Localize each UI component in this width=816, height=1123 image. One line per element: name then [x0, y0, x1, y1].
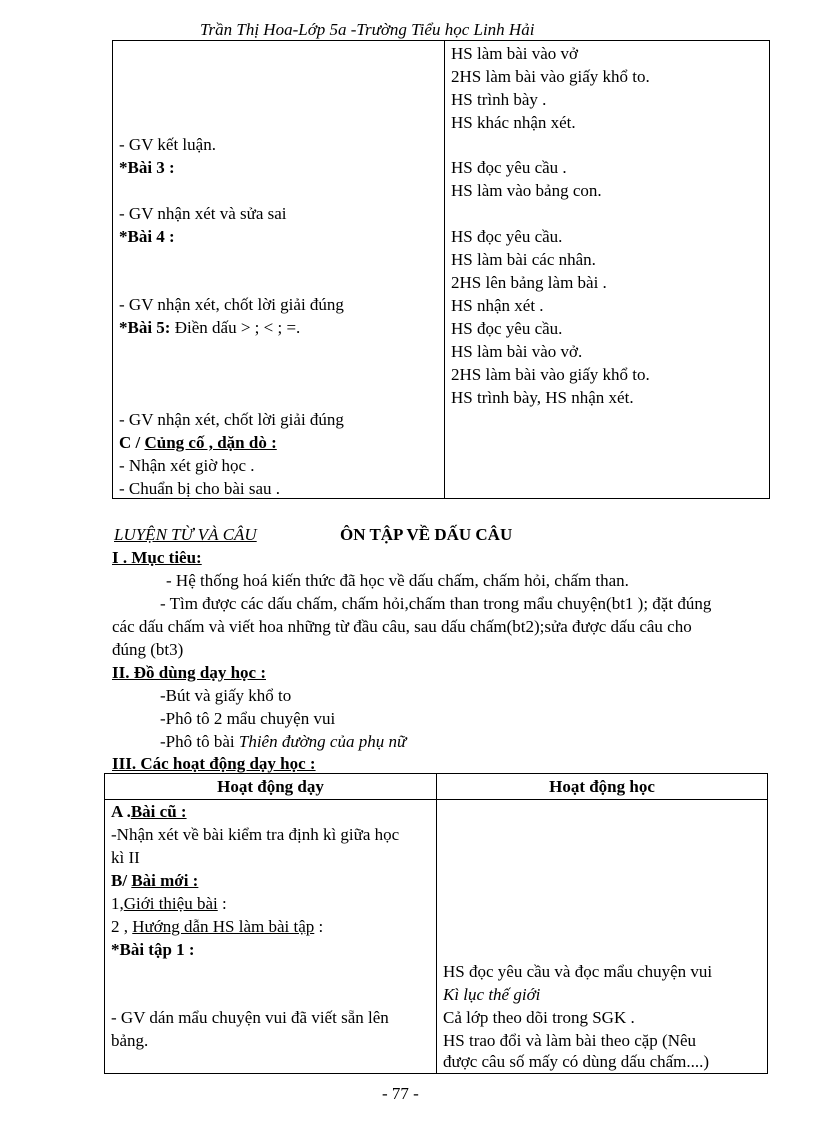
- material-item: -Bút và giấy khổ to: [160, 686, 292, 705]
- table-cell-text: HS đọc yêu cầu.: [451, 227, 563, 246]
- material-item: [160, 731, 406, 753]
- table-cell-text: - Chuẩn bị cho bài sau .: [119, 479, 280, 498]
- table-cell-text: HS đọc yêu cầu .: [451, 158, 567, 177]
- table-cell-text: - Nhận xét giờ học .: [119, 456, 255, 475]
- table-cell-text: được câu số mấy có dùng dấu chấm....): [443, 1052, 710, 1071]
- table-cell-text: kì II: [111, 848, 140, 867]
- guide-prefix: 2 ,: [111, 917, 133, 936]
- section-a-title: Bài cũ :: [130, 802, 187, 821]
- table-cell-text: HS trao đổi và làm bài theo cặp (Nêu: [443, 1031, 697, 1050]
- table-cell-text: HS làm bài vào vở.: [451, 342, 583, 361]
- table-cell-text: HS trình bày .: [451, 90, 547, 109]
- section-a-heading: [111, 801, 187, 823]
- section-c-heading: [119, 432, 277, 454]
- exercise-3-label: *Bài 3 :: [119, 158, 175, 177]
- table-cell-text: HS làm bài các nhân.: [451, 250, 596, 269]
- exercise-5-line: [119, 317, 300, 339]
- table-cell-text: 2HS làm bài vào giấy khổ to.: [451, 67, 650, 86]
- guide-title: Hướng dẫn HS làm bài tập: [132, 917, 315, 936]
- exercise-5-text: Điền dấu > ; < ; =.: [170, 318, 301, 337]
- table-cell-text: HS nhận xét .: [451, 296, 544, 315]
- column-header-learning: Hoạt động học: [549, 777, 655, 796]
- column-divider: [444, 41, 445, 498]
- guide-line: [111, 916, 323, 938]
- table-cell-text: HS làm bài vào vở: [451, 44, 579, 63]
- table-cell-text: HS trình bày, HS nhận xét.: [451, 388, 634, 407]
- objective-text: - Tìm được các dấu chấm, chấm hỏi,chấm than trong mẩu chuyện(bt1 ); đặt đúng: [160, 594, 712, 613]
- table-cell-text: bảng.: [111, 1031, 149, 1050]
- material-prefix: -Phô tô bài: [160, 732, 239, 751]
- table-cell-text: - GV nhận xét và sửa sai: [119, 204, 287, 223]
- objective-text: đúng (bt3): [112, 640, 184, 659]
- intro-title: Giới thiệu bài: [123, 894, 218, 913]
- table-cell-text: HS làm vào bảng con.: [451, 181, 602, 200]
- column-divider: [436, 774, 437, 1073]
- table-cell-text: - GV nhận xét, chốt lời giải đúng: [119, 295, 344, 314]
- section-a-prefix: A .: [111, 802, 131, 821]
- objective-text: - Hệ thống hoá kiến thức đã học về dấu chấm, chấm hỏi, chấm than.: [166, 571, 629, 590]
- objective-text: các dấu chấm và viết hoa những từ đầu câu, sau dấu chấm(bt2);sửa được dấu câu cho: [112, 617, 692, 636]
- materials-heading: II. Đồ dùng dạy học :: [112, 663, 266, 682]
- objectives-heading: I . Mục tiêu:: [112, 548, 202, 567]
- exercise-5-label: *Bài 5:: [119, 318, 171, 337]
- table-cell-text: - GV dán mẩu chuyện vui đã viết sẵn lên: [111, 1008, 389, 1027]
- material-item: -Phô tô 2 mẩu chuyện vui: [160, 709, 336, 728]
- activities-heading: III. Các hoạt động dạy học :: [112, 754, 316, 773]
- table-cell-text: -Nhận xét về bài kiểm tra định kì giữa học: [111, 825, 400, 844]
- lesson-title: ÔN TẬP VỀ DẤU CÂU: [340, 525, 513, 544]
- activity-table: [104, 773, 768, 1074]
- page-number: - 77 -: [382, 1084, 419, 1103]
- table-cell-text: 2HS làm bài vào giấy khổ to.: [451, 365, 650, 384]
- table-cell-text: HS đọc yêu cầu và đọc mẩu chuyện vui: [443, 962, 713, 981]
- table-cell-text: 2HS lên bảng làm bài .: [451, 273, 607, 292]
- activity-table-top: [112, 41, 770, 499]
- material-title: Thiên đường của phụ nữ: [238, 732, 407, 751]
- table-cell-text: HS khác nhận xét.: [451, 113, 576, 132]
- section-c-title: Củng cố , dặn dò :: [144, 433, 277, 452]
- header-row-rule: [105, 799, 767, 800]
- intro-suffix: :: [217, 894, 227, 913]
- intro-prefix: 1,: [111, 894, 124, 913]
- table-cell-text: HS đọc yêu cầu.: [451, 319, 563, 338]
- section-b-heading: [111, 870, 198, 892]
- guide-suffix: :: [314, 917, 324, 936]
- section-c-prefix: C /: [119, 433, 145, 452]
- intro-line: [111, 893, 227, 915]
- table-cell-text: Cả lớp theo dõi trong SGK .: [443, 1008, 635, 1027]
- subject-label: LUYỆN TỪ VÀ CÂU: [114, 525, 257, 544]
- section-b-title: Bài mới :: [131, 871, 199, 890]
- section-b-prefix: B/: [111, 871, 132, 890]
- table-cell-text: - GV nhận xét, chốt lời giải đúng: [119, 410, 344, 429]
- table-cell-text: - GV kết luận.: [119, 135, 216, 154]
- page-header: Trần Thị Hoa-Lớp 5a -Trường Tiểu học Linh Hải: [200, 20, 535, 39]
- column-header-teaching: Hoạt động dạy: [217, 777, 324, 796]
- exercise-1-label: *Bài tập 1 :: [111, 940, 195, 959]
- story-title: Kì lục thế giới: [443, 985, 541, 1004]
- exercise-4-label: *Bài 4 :: [119, 227, 175, 246]
